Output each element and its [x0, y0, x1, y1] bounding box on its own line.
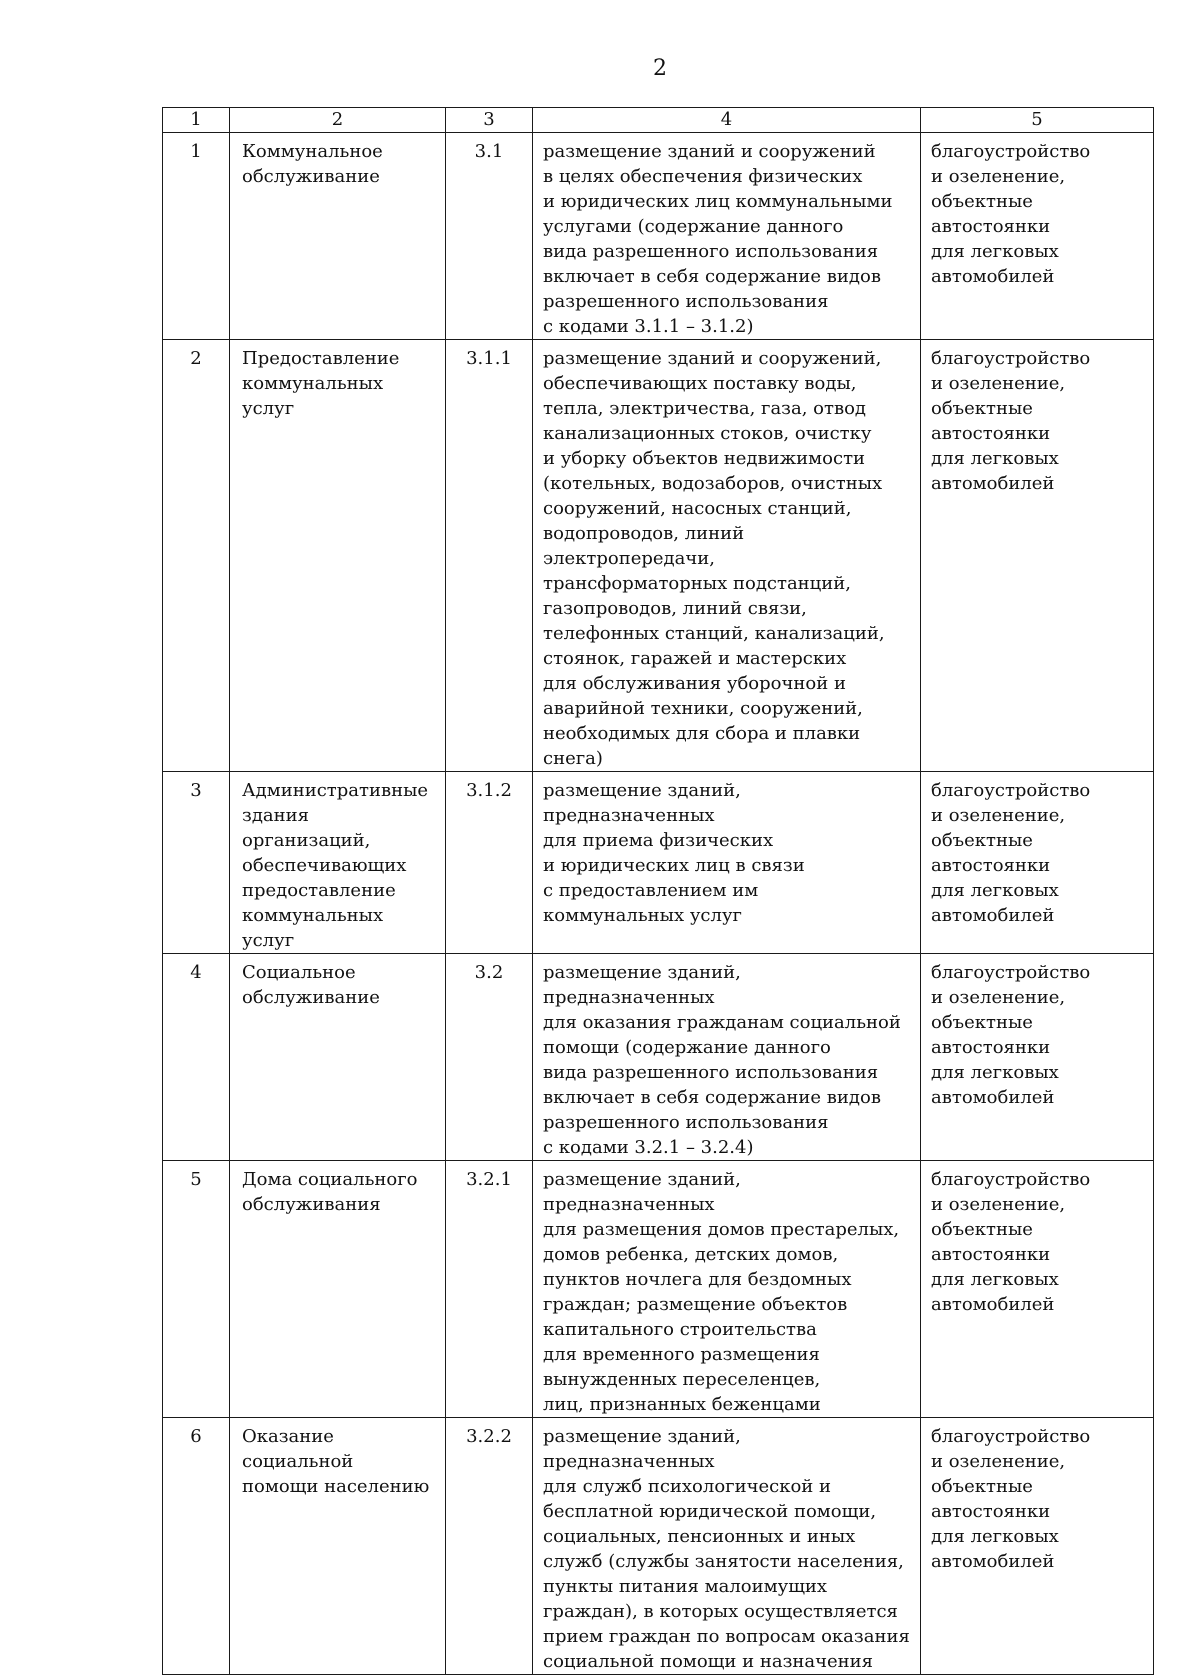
table-row: [163, 954, 1154, 1161]
land-use-name: Коммунальное обслуживание: [230, 133, 446, 340]
land-use-description: размещение зданий, предназначенных для служб психологической и бесплатной юридической помощи, социальных, пенсионных и иных служб (службы занятости населения, пункты питания малоимущих граждан), в которых осуществляется прием граждан по вопросам оказания социальной помощи и назначения: [533, 1418, 921, 1675]
row-number: 1: [163, 133, 230, 340]
land-use-code: 3.2: [446, 954, 533, 1161]
land-use-code: 3.1.2: [446, 772, 533, 954]
header-col-4: 4: [533, 108, 921, 133]
land-use-code: 3.2.2: [446, 1418, 533, 1675]
land-use-name: Административные здания организаций, обеспечивающих предоставление коммунальных услуг: [230, 772, 446, 954]
land-use-description: размещение зданий, предназначенных для приема физических и юридических лиц в связи с предоставлением им коммунальных услуг: [533, 772, 921, 954]
table-row: [163, 772, 1154, 954]
land-use-code: 3.1.1: [446, 340, 533, 772]
row-number: 3: [163, 772, 230, 954]
auxiliary-uses: благоустройство и озеленение, объектные автостоянки для легковых автомобилей: [921, 954, 1154, 1161]
auxiliary-uses: благоустройство и озеленение, объектные автостоянки для легковых автомобилей: [921, 1161, 1154, 1418]
land-use-description: размещение зданий и сооружений, обеспечивающих поставку воды, тепла, электричества, газа, отвод канализационных стоков, очистку и уборку объектов недвижимости (котельных, водозаборов, очистных сооружений, насосных станций, водопроводов, линий электропередачи, трансформаторных подстанций, газопроводов, линий связи, телефонных станций, канализаций, стоянок, гаражей и мастерских для обслуживания уборочной и аварийной техники, сооружений, необходимых для сбора и плавки снега): [533, 340, 921, 772]
row-number: 4: [163, 954, 230, 1161]
land-use-name: Предоставление коммунальных услуг: [230, 340, 446, 772]
header-col-2: 2: [230, 108, 446, 133]
land-use-name: Социальное обслуживание: [230, 954, 446, 1161]
row-number: 2: [163, 340, 230, 772]
row-number: 5: [163, 1161, 230, 1418]
land-use-code: 3.2.1: [446, 1161, 533, 1418]
auxiliary-uses: благоустройство и озеленение, объектные автостоянки для легковых автомобилей: [921, 133, 1154, 340]
table-row: [163, 1161, 1154, 1418]
header-col-1: 1: [163, 108, 230, 133]
table-header-row: [163, 108, 1154, 133]
header-col-3: 3: [446, 108, 533, 133]
auxiliary-uses: благоустройство и озеленение, объектные автостоянки для легковых автомобилей: [921, 340, 1154, 772]
page-number: 2: [653, 56, 667, 81]
land-use-description: размещение зданий и сооружений в целях обеспечения физических и юридических лиц коммунальными услугами (содержание данного вида разрешенного использования включает в себя содержание видов разрешенного использования с кодами 3.1.1 – 3.1.2): [533, 133, 921, 340]
header-col-5: 5: [921, 108, 1154, 133]
land-use-name: Оказание социальной помощи населению: [230, 1418, 446, 1675]
land-use-description: размещение зданий, предназначенных для оказания гражданам социальной помощи (содержание данного вида разрешенного использования включает в себя содержание видов разрешенного использования с кодами 3.2.1 – 3.2.4): [533, 954, 921, 1161]
table-row: [163, 1418, 1154, 1675]
land-use-table: [162, 107, 1154, 1675]
land-use-code: 3.1: [446, 133, 533, 340]
land-use-description: размещение зданий, предназначенных для размещения домов престарелых, домов ребенка, детских домов, пунктов ночлега для бездомных граждан; размещение объектов капитального строительства для временного размещения вынужденных переселенцев, лиц, признанных беженцами: [533, 1161, 921, 1418]
land-use-name: Дома социального обслуживания: [230, 1161, 446, 1418]
auxiliary-uses: благоустройство и озеленение, объектные автостоянки для легковых автомобилей: [921, 772, 1154, 954]
table-row: [163, 133, 1154, 340]
table-row: [163, 340, 1154, 772]
auxiliary-uses: благоустройство и озеленение, объектные автостоянки для легковых автомобилей: [921, 1418, 1154, 1675]
row-number: 6: [163, 1418, 230, 1675]
